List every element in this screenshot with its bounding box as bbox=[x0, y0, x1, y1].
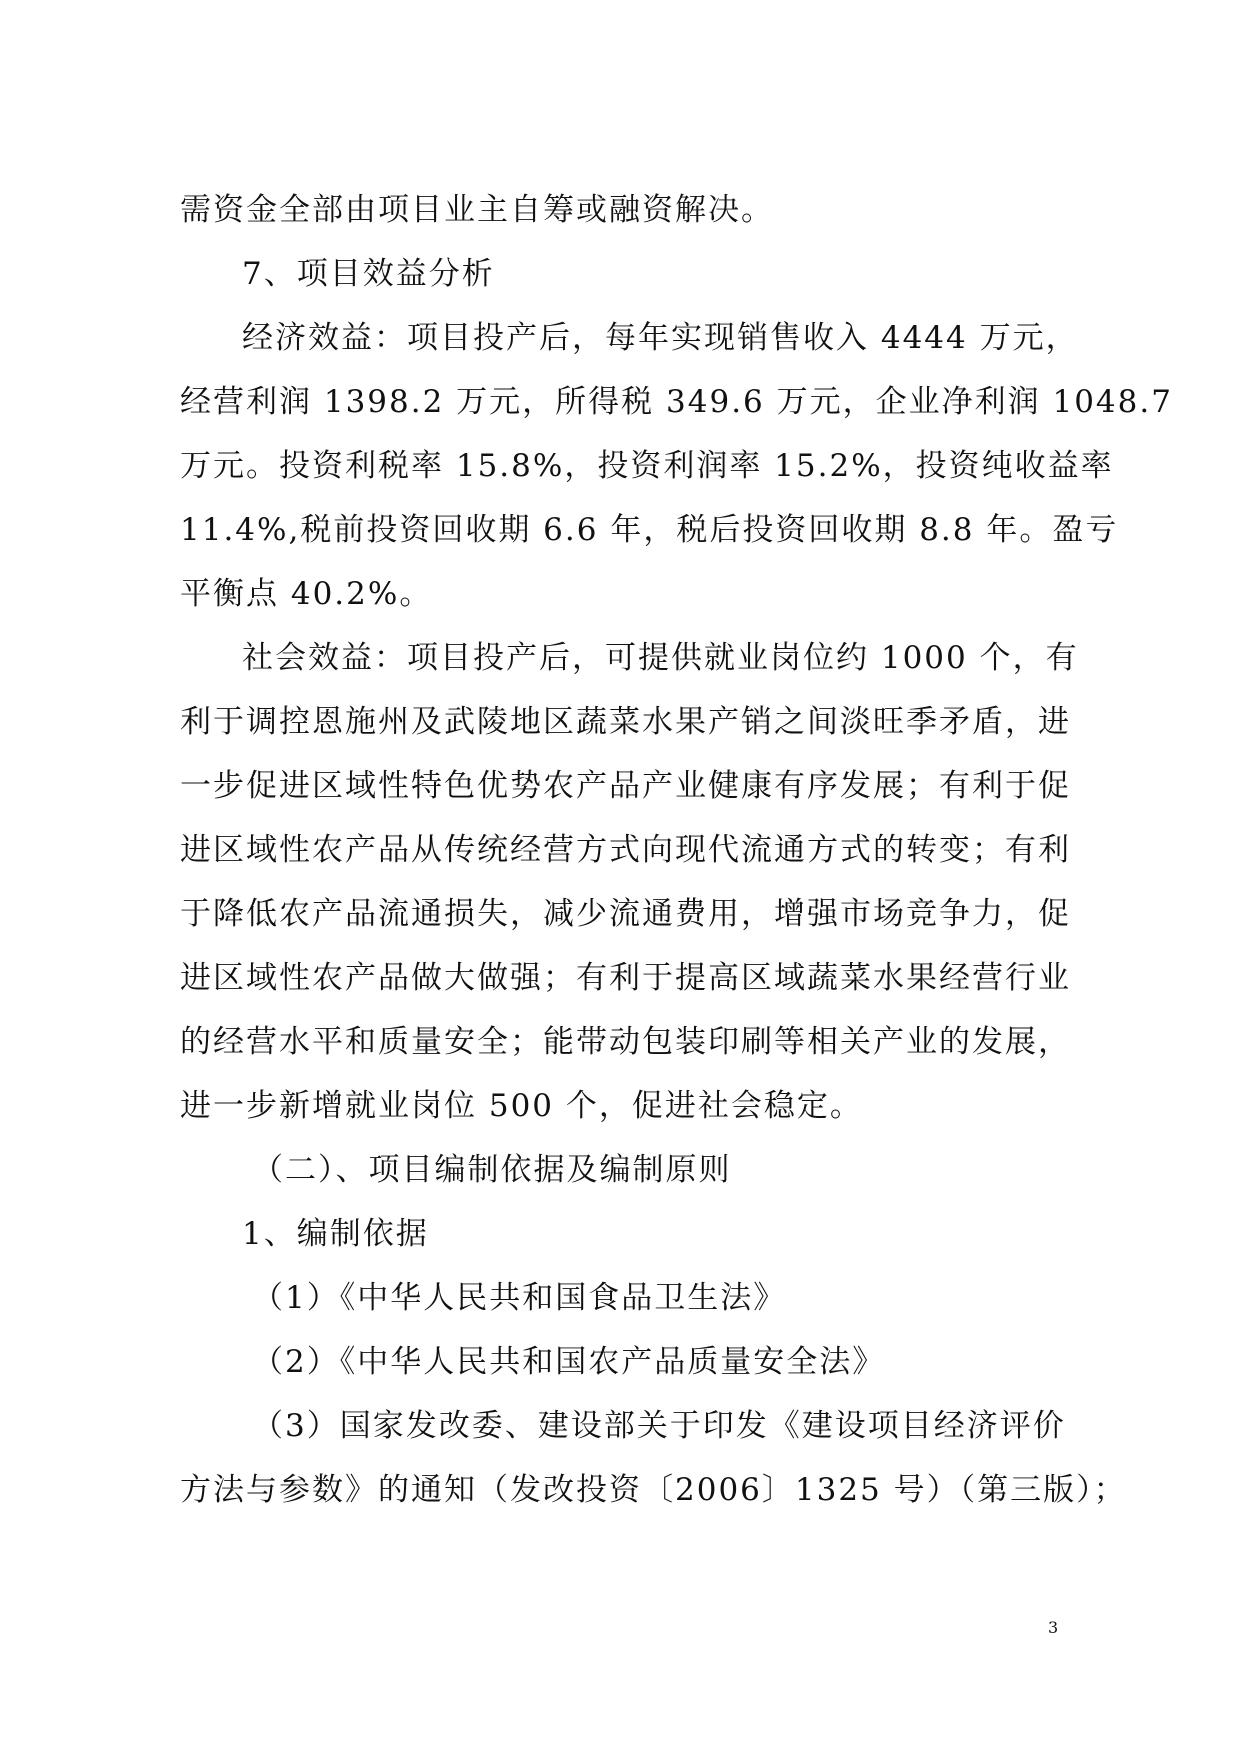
basis-item-2: （2）《中华人民共和国农产品质量安全法》 bbox=[252, 1344, 886, 1380]
economic-benefit-line: 经济效益：项目投产后，每年实现销售收入 4444 万元， bbox=[242, 320, 1079, 356]
basis-item-3-line: 方法与参数》的通知（发改投资〔2006〕1325 号）（第三版）； bbox=[180, 1472, 1127, 1508]
social-benefit-line: 利于调控恩施州及武陵地区蔬菜水果产销之间淡旺季矛盾，进 bbox=[180, 704, 1071, 740]
social-benefit-line: 的经营水平和质量安全；能带动包装印刷等相关产业的发展， bbox=[180, 1024, 1071, 1060]
economic-benefit-line: 万元。投资利税率 15.8%，投资利润率 15.2%，投资纯收益率 bbox=[180, 448, 1114, 484]
social-benefit-line: 于降低农产品流通损失，减少流通费用，增强市场竞争力，促 bbox=[180, 896, 1071, 932]
economic-benefit-line: 经营利润 1398.2 万元，所得税 349.6 万元，企业净利润 1048.7 bbox=[180, 384, 1173, 420]
basis-item-1: （1）《中华人民共和国食品卫生法》 bbox=[252, 1280, 787, 1316]
economic-benefit-line: 平衡点 40.2%。 bbox=[180, 576, 433, 612]
document-body bbox=[180, 178, 1173, 1522]
social-benefit-line: 一步促进区域性特色优势农产品产业健康有序发展；有利于促 bbox=[180, 768, 1071, 804]
paragraph-funding-line: 需资金全部由项目业主自筹或融资解决。 bbox=[180, 192, 774, 228]
social-benefit-line: 进区域性农产品从传统经营方式向现代流通方式的转变；有利 bbox=[180, 832, 1071, 868]
heading-section-two: （二）、项目编制依据及编制原则 bbox=[252, 1152, 732, 1188]
page-number: 3 bbox=[1048, 1618, 1059, 1637]
social-benefit-line: 进一步新增就业岗位 500 个，促进社会稳定。 bbox=[180, 1088, 863, 1124]
economic-benefit-line: 11.4%,税前投资回收期 6.6 年，税后投资回收期 8.8 年。盈亏 bbox=[180, 512, 1119, 548]
heading-basis: 1、编制依据 bbox=[242, 1216, 429, 1252]
basis-item-3-line: （3）国家发改委、建设部关于印发《建设项目经济评价 bbox=[252, 1408, 1066, 1444]
social-benefit-line: 进区域性农产品做大做强；有利于提高区域蔬菜水果经营行业 bbox=[180, 960, 1071, 996]
heading-benefit-analysis: 7、项目效益分析 bbox=[242, 256, 495, 292]
social-benefit-line: 社会效益：项目投产后，可提供就业岗位约 1000 个，有 bbox=[242, 640, 1079, 676]
